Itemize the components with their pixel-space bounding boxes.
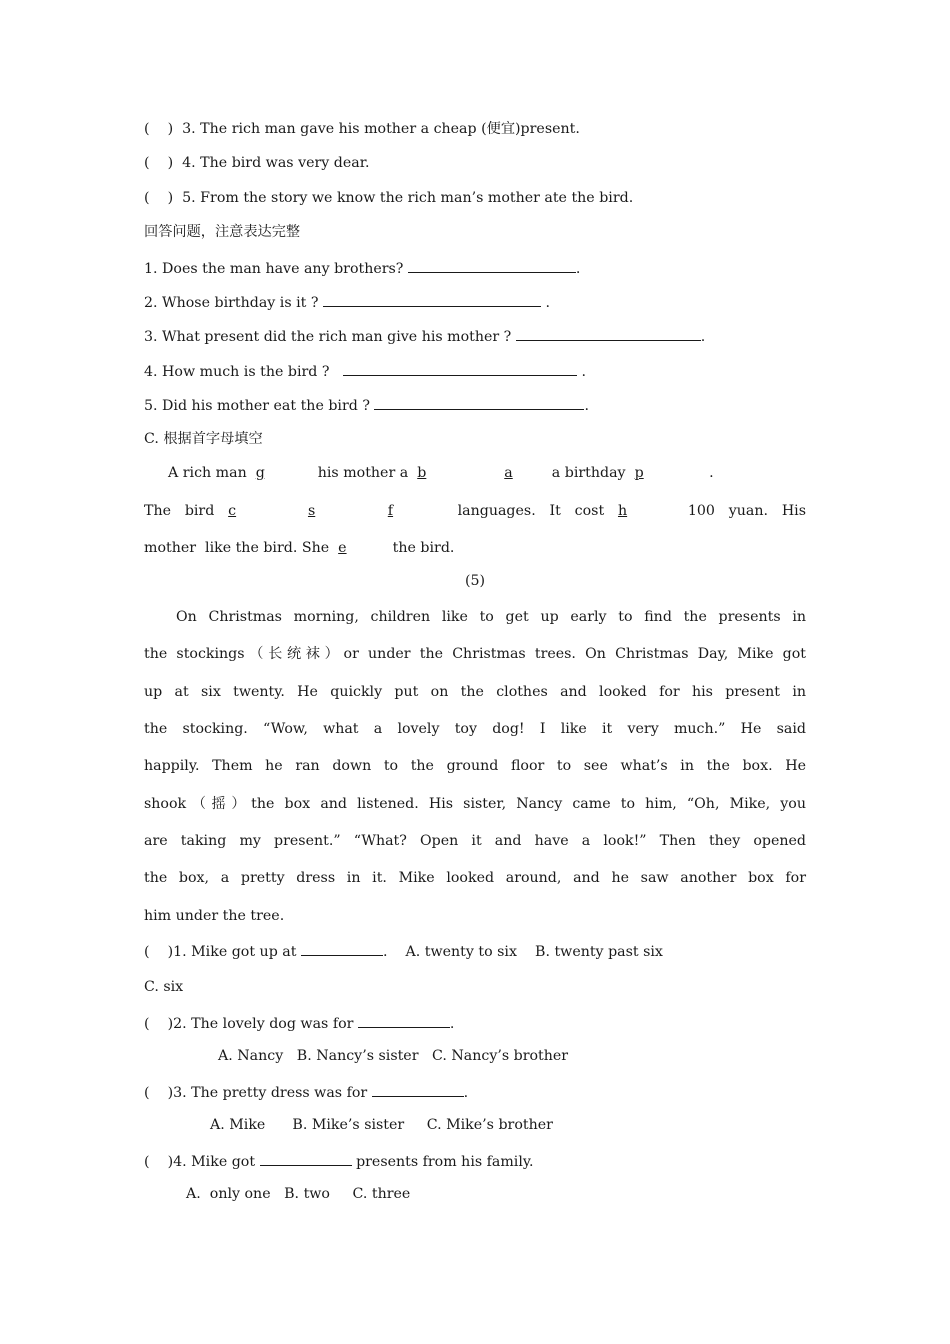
- mc-question-4: ( )4. Mike got presents from his family.: [144, 1150, 534, 1172]
- answer-blank[interactable]: [374, 394, 584, 410]
- option-a[interactable]: A. twenty to six: [405, 944, 517, 960]
- answer-paren[interactable]: ( ): [144, 190, 174, 206]
- passage-number: (5): [464, 573, 486, 589]
- option-c[interactable]: C. three: [352, 1186, 411, 1202]
- question-3: 3. What present did the rich man give his mother ? .: [144, 325, 705, 347]
- answer-paren[interactable]: ( ): [144, 1085, 174, 1101]
- answer-blank[interactable]: [323, 291, 541, 307]
- fill-blank-h[interactable]: h: [617, 503, 628, 519]
- answer-paren[interactable]: ( ): [144, 121, 174, 137]
- answer-paren[interactable]: ( ): [144, 1016, 174, 1032]
- mc-question-1: ( )1. Mike got up at . A. twenty to six B. twenty past six: [144, 940, 663, 962]
- passage-line: the stockings（长统袜）or under the Christmas trees. On Christmas Day, Mike got: [144, 646, 806, 662]
- option-a[interactable]: A. Nancy: [218, 1048, 284, 1064]
- passage-line: him under the tree.: [144, 908, 285, 924]
- fill-blank-s[interactable]: s: [307, 503, 316, 519]
- answer-paren[interactable]: ( ): [144, 944, 174, 960]
- mc-question-2: ( )2. The lovely dog was for .: [144, 1012, 454, 1034]
- fill-blank-f[interactable]: f: [387, 503, 394, 519]
- fill-blank-b[interactable]: b: [417, 465, 427, 481]
- answer-paren[interactable]: ( ): [144, 1154, 174, 1170]
- option-b[interactable]: B. Mike’s sister: [292, 1117, 405, 1133]
- tf-item-5: ( ) 5. From the story we know the rich man’s mother ate the bird.: [144, 190, 634, 206]
- fill-blank-a[interactable]: a: [504, 465, 513, 481]
- answer-blank[interactable]: [358, 1012, 450, 1028]
- option-b[interactable]: B. two: [284, 1186, 330, 1202]
- option-a[interactable]: A. only one: [186, 1186, 271, 1202]
- passage-line: up at six twenty. He quickly put on the clothes and looked for his present in: [144, 684, 806, 700]
- answer-blank[interactable]: [260, 1150, 352, 1166]
- option-b[interactable]: B. Nancy’s sister: [296, 1048, 419, 1064]
- tf-item-3: ( ) 3. The rich man gave his mother a cheap (便宜)present.: [144, 121, 580, 137]
- fill-line-1: A rich man g his mother a b a a birthday p .: [168, 465, 714, 481]
- option-a[interactable]: A. Mike: [210, 1117, 266, 1133]
- question-4: 4. How much is the bird ? .: [144, 360, 586, 382]
- option-b[interactable]: B. twenty past six: [535, 944, 663, 960]
- passage-line: the stocking. “Wow, what a lovely toy dog! I like it very much.” He said: [144, 721, 806, 737]
- option-c[interactable]: C. six: [144, 979, 184, 995]
- mc-options-4: [186, 1184, 410, 1204]
- option-c[interactable]: C. Nancy’s brother: [432, 1048, 569, 1064]
- mc-options-2: [218, 1046, 568, 1066]
- section-heading-answer: 回答问题，注意表达完整: [144, 224, 301, 240]
- answer-blank[interactable]: [516, 325, 701, 341]
- answer-paren[interactable]: ( ): [144, 155, 174, 171]
- passage-line: are taking my present.” “What? Open it and have a look!” Then they opened: [144, 833, 806, 849]
- passage-line: shook（摇）the box and listened. His sister, Nancy came to him, “Oh, Mike, you: [144, 796, 806, 812]
- passage-line: On Christmas morning, children like to get up early to find the presents in: [176, 609, 806, 625]
- question-1: 1. Does the man have any brothers? .: [144, 257, 580, 279]
- answer-blank[interactable]: [408, 257, 576, 273]
- fill-line-2: The bird c s f languages. It cost h 100 yuan. His: [144, 503, 807, 519]
- answer-blank[interactable]: [343, 360, 577, 376]
- fill-blank-g[interactable]: g: [255, 465, 265, 481]
- question-5: 5. Did his mother eat the bird ? .: [144, 394, 589, 416]
- fill-line-3: mother like the bird. She e the bird.: [144, 540, 455, 556]
- passage-line: happily. Them he ran down to the ground floor to see what’s in the box. He: [144, 758, 806, 774]
- mc-options-3: [210, 1115, 553, 1135]
- answer-blank[interactable]: [301, 940, 383, 956]
- section-heading-c: C. 根据首字母填空: [144, 431, 263, 447]
- answer-blank[interactable]: [372, 1081, 464, 1097]
- fill-blank-p[interactable]: p: [634, 465, 644, 481]
- fill-blank-c[interactable]: c: [228, 503, 237, 519]
- tf-item-4: ( ) 4. The bird was very dear.: [144, 155, 370, 171]
- fill-blank-e[interactable]: e: [338, 540, 347, 556]
- passage-line: the box, a pretty dress in it. Mike looked around, and he saw another box for: [144, 870, 806, 886]
- question-2: 2. Whose birthday is it ? .: [144, 291, 550, 313]
- mc-question-3: ( )3. The pretty dress was for .: [144, 1081, 468, 1103]
- option-c[interactable]: C. Mike’s brother: [426, 1117, 553, 1133]
